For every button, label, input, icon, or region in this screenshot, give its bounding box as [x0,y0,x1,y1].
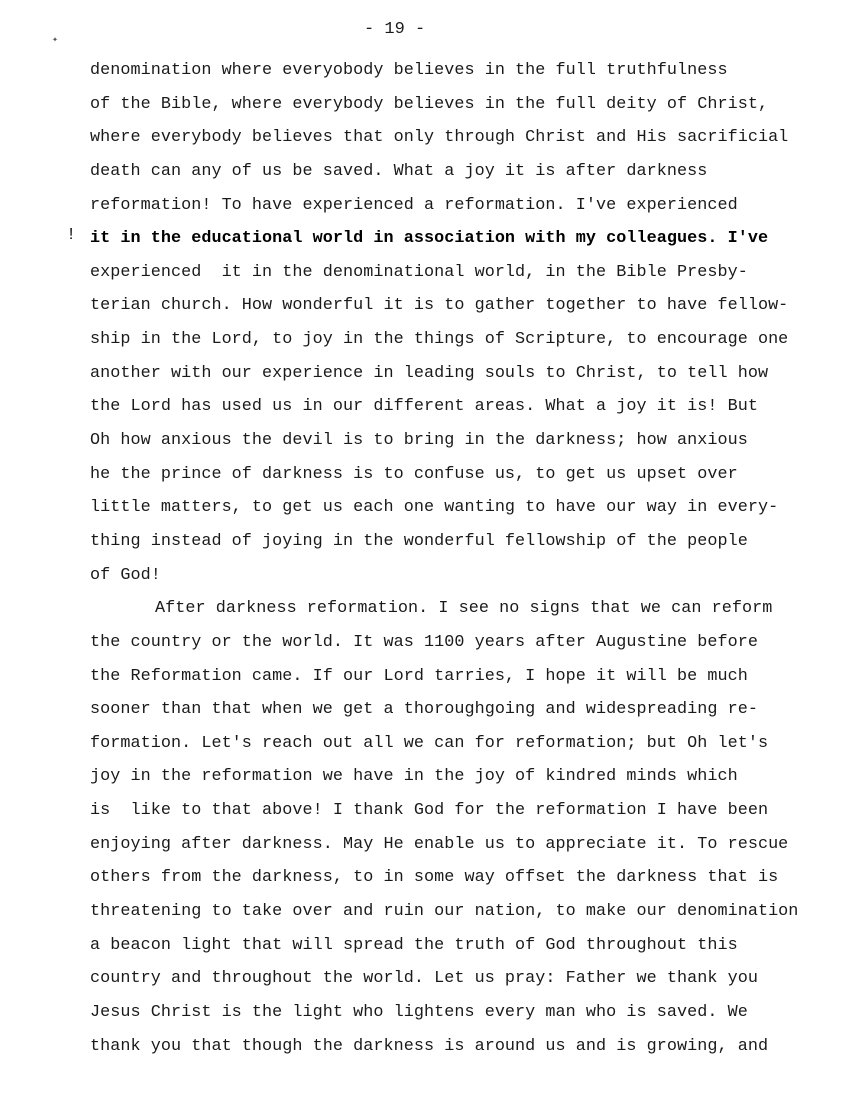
text-line: he the prince of darkness is to confuse us, to get us upset over [90,464,738,484]
text-line: it in the educational world in association with my colleagues. I've [90,229,769,249]
text-line: of God! [90,565,161,585]
margin-mark: ! [66,226,77,245]
text-line: where everybody believes that only through Christ and His sacrificial [90,128,789,148]
text-line: threatening to take over and ruin our nation, to make our denomination [90,902,799,922]
text-line: country and throughout the world. Let us pray: Father we thank you [90,969,758,989]
text-line: death can any of us be saved. What a joy it is after darkness [90,161,708,181]
text-line: is like to that above! I thank God for the reformation I have been [90,801,769,821]
text-line: of the Bible, where everybody believes in the full deity of Christ, [90,94,769,114]
text-line: the country or the world. It was 1100 years after Augustine before [90,632,758,652]
text-line: experienced it in the denominational world, in the Bible Presby- [90,262,748,282]
text-line: Jesus Christ is the light who lightens every man who is saved. We [90,1002,748,1022]
text-line: enjoying after darkness. May He enable us to appreciate it. To rescue [90,834,789,854]
text-line: joy in the reformation we have in the joy of kindred minds which [90,767,738,787]
text-line: thank you that though the darkness is around us and is growing, and [90,1036,769,1056]
text-line: Oh how anxious the devil is to bring in the darkness; how anxious [90,431,748,451]
text-line: denomination where everyobody believes in the full truthfulness [90,61,728,80]
text-line: the Reformation came. If our Lord tarries, I hope it will be much [90,666,748,686]
text-line: others from the darkness, to in some way offset the darkness that is [90,868,779,888]
text-line: the Lord has used us in our different areas. What a joy it is! But [90,397,758,417]
text-line: After darkness reformation. I see no signs that we can reform [155,599,773,619]
text-line: another with our experience in leading souls to Christ, to tell how [90,363,769,383]
text-line: little matters, to get us each one wanting to have our way in every- [90,498,779,518]
text-line: thing instead of joying in the wonderful fellowship of the people [90,531,748,551]
text-line: sooner than that when we get a thoroughgoing and widespreading re- [90,700,758,720]
text-line: terian church. How wonderful it is to gather together to have fellow- [90,296,789,316]
text-line: formation. Let's reach out all we can for reformation; but Oh let's [90,733,769,753]
text-line: a beacon light that will spread the truth of God throughout this [90,935,738,955]
scan-speck: ✦ [52,35,59,46]
document-body [90,54,798,1063]
text-line: reformation! To have experienced a reformation. I've experienced [90,195,738,215]
text-line: ship in the Lord, to joy in the things of Scripture, to encourage one [90,330,789,350]
page-number: - 19 - [364,20,426,39]
